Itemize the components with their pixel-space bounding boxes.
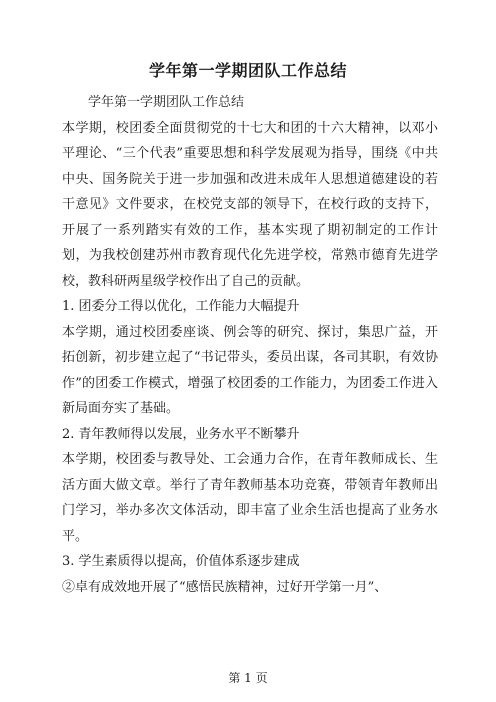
section-heading-1: 1. 团委分工得以优化，工作能力大幅提升 (62, 299, 300, 314)
document-title: 学年第一学期团队工作总结 (148, 61, 347, 80)
section-heading-3: 3. 学生素质得以提高，价值体系逐步建成 (62, 554, 300, 569)
section-paragraph-1: 本学期，通过校团委座谈、例会等的研究、探讨，集思广益，开拓创新，初步建立起了“书记带头，委员出谋，各司其职，有效协作”的团委工作模式，增强了校团委的工作能力，为团委工作进入新局面夯实了基础。 (62, 324, 438, 416)
page-number: 第 1 页 (228, 671, 268, 685)
section-heading-2: 2. 青年教师得以发展，业务水平不断攀升 (62, 426, 300, 442)
section-paragraph-3: ②卓有成效地开展了“感悟民族精神，过好开学第一月”、 (62, 579, 388, 595)
section-paragraph-2: 本学期，校团委与教导处、工会通力合作，在青年教师成长、生活方面大做文章。举行了青年教师基本功竞赛，带领青年教师出门学习，举办多次文体活动，即丰富了业余生活也提高了业务水平。 (62, 452, 438, 544)
subtitle-line: 学年第一学期团队工作总结 (88, 95, 245, 110)
intro-paragraph: 本学期，校团委全面贯彻党的十七大和团的十六大精神，以邓小平理论、“三个代表”重要思想和科学发展观为指导，围绕《中共中央、国务院关于进一步加强和改进未成年人思想道德建设的若干意见》文件要求，在校党支部的领导下，在校行政的支持下，开展了一系列踏实有效的工作，基本实现了期初制定的工作计划，为我校创建苏州市教育现代化先进学校，常熟市德育先进学校，教科研两星级学校作出了自己的贡献。 (62, 120, 438, 289)
document-body (62, 90, 438, 600)
